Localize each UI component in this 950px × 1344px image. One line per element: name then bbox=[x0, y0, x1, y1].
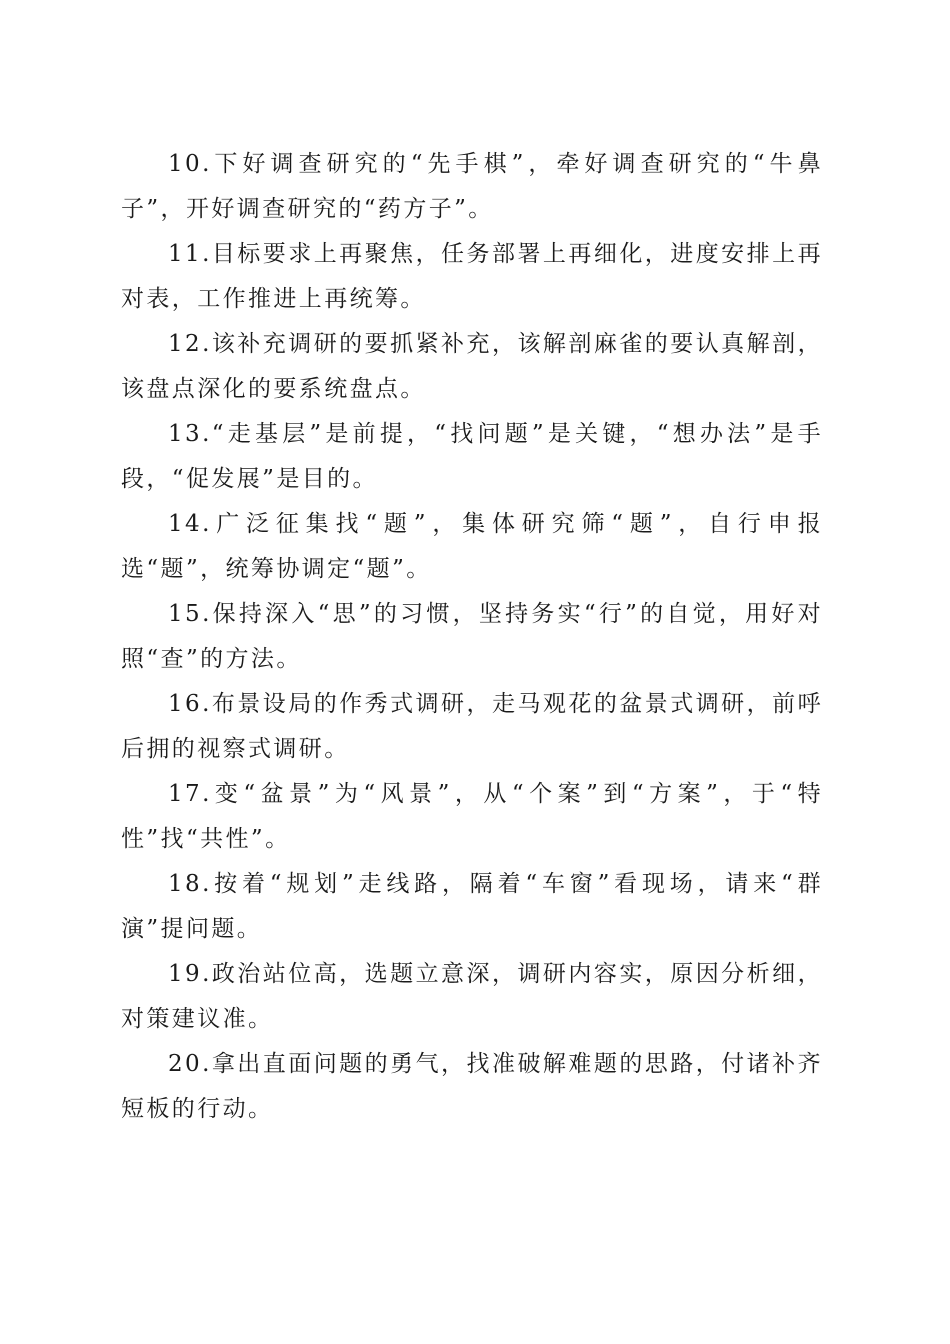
paragraph-14: 14.广泛征集找“题”，集体研究筛“题”，自行申报选“题”，统筹协调定“题”。 bbox=[121, 511, 823, 582]
paragraph-13: 13.“走基层”是前提，“找问题”是关键，“想办法”是手段，“促发展”是目的。 bbox=[121, 421, 823, 492]
paragraph-16: 16.布景设局的作秀式调研，走马观花的盆景式调研，前呼后拥的视察式调研。 bbox=[121, 691, 823, 762]
paragraph-19: 19.政治站位高，选题立意深，调研内容实，原因分析细，对策建议准。 bbox=[121, 961, 823, 1032]
paragraph-17: 17.变“盆景”为“风景”，从“个案”到“方案”，于“特性”找“共性”。 bbox=[121, 781, 823, 852]
paragraph-11: 11.目标要求上再聚焦，任务部署上再细化，进度安排上再对表，工作推进上再统筹。 bbox=[121, 241, 823, 312]
paragraph-15: 15.保持深入“思”的习惯，坚持务实“行”的自觉，用好对照“查”的方法。 bbox=[121, 601, 823, 672]
paragraph-12: 12.该补充调研的要抓紧补充，该解剖麻雀的要认真解剖，该盘点深化的要系统盘点。 bbox=[121, 331, 823, 402]
paragraph-18: 18.按着“规划”走线路，隔着“车窗”看现场，请来“群演”提问题。 bbox=[121, 871, 823, 942]
paragraph-10: 10.下好调查研究的“先手棋”，牵好调查研究的“牛鼻子”，开好调查研究的“药方子”。 bbox=[121, 151, 823, 222]
paragraph-20: 20.拿出直面问题的勇气，找准破解难题的思路，付诸补齐短板的行动。 bbox=[121, 1051, 823, 1122]
document-body bbox=[121, 142, 823, 1132]
